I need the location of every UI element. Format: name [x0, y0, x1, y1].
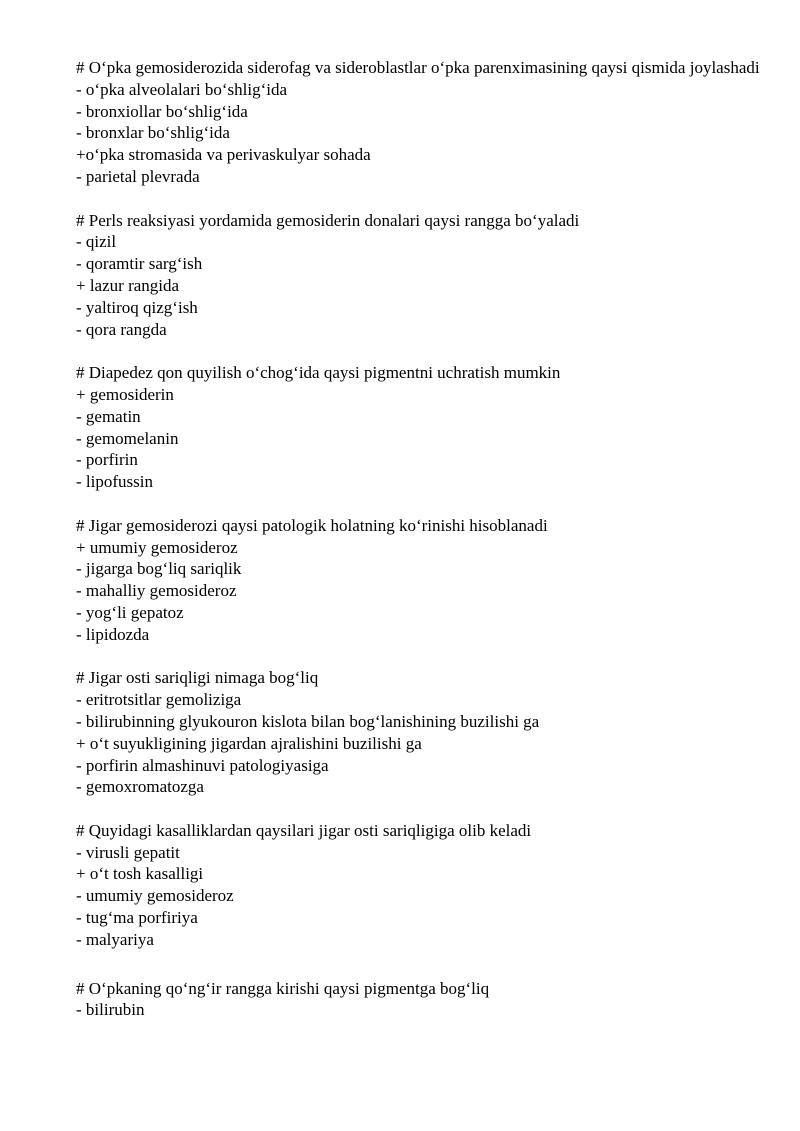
question-text: # Diapedez qon quyilish o‘chog‘ida qaysi pigmentni uchratish mumkin: [76, 363, 561, 383]
answer-option-correct: + umumiy gemosideroz: [76, 537, 238, 557]
answer-option: - parietal plevrada: [76, 166, 200, 186]
blank-line: [76, 951, 766, 978]
question-text: # Perls reaksiyasi yordamida gemosiderin donalari qaysi rangga bo‘yaladi: [76, 210, 580, 230]
question-text: # O‘pka gemosiderozida siderofag va sideroblastlar o‘pka parenximasining qaysi qismida joylashadi: [76, 58, 760, 77]
answer-option: - gemomelanin: [76, 428, 179, 448]
answer-option: - bilirubinning glyukouron kislota bilan bog‘lanishining buzilishi ga: [76, 711, 540, 731]
answer-option: - tug‘ma porfiriya: [76, 908, 198, 928]
answer-option: - qoramtir sarg‘ish: [76, 254, 203, 274]
question-text: # Jigar osti sariqligi nimaga bog‘liq: [76, 668, 319, 688]
answer-option: - qizil: [76, 232, 117, 252]
answer-option-correct: + o‘t tosh kasalligi: [76, 864, 204, 884]
question-block-6: [76, 820, 766, 951]
answer-option: - porfirin almashinuvi patologiyasiga: [76, 755, 329, 775]
question-text: # O‘pkaning qo‘ng‘ir rangga kirishi qaysi pigmentga bog‘liq: [76, 978, 490, 998]
blank-line: [76, 646, 766, 668]
answer-option: - mahalliy gemosideroz: [76, 581, 237, 601]
answer-option-correct: + o‘t suyukligining jigardan ajralishini buzilishi ga: [76, 733, 422, 753]
answer-option: - malyariya: [76, 929, 154, 949]
answer-option: - qora rangda: [76, 319, 167, 339]
answer-option: - o‘pka alveolalari bo‘shlig‘ida: [76, 79, 288, 99]
question-block-5: [76, 667, 766, 798]
answer-option-correct: + lazur rangida: [76, 275, 180, 295]
answer-option: - gematin: [76, 406, 141, 426]
answer-option: - umumiy gemosideroz: [76, 886, 234, 906]
blank-line: [76, 340, 766, 362]
document-page: [76, 57, 766, 1021]
blank-line: [76, 493, 766, 515]
answer-option: - jigarga bog‘liq sariqlik: [76, 559, 242, 579]
answer-option: - virusli gepatit: [76, 842, 180, 862]
answer-option: - bronxlar bo‘shlig‘ida: [76, 123, 230, 143]
answer-option: - porfirin: [76, 450, 138, 470]
answer-option: - yaltiroq qizg‘ish: [76, 297, 198, 317]
answer-option-correct: + gemosiderin: [76, 384, 174, 404]
answer-option-correct: +o‘pka stromasida va perivaskulyar sohada: [76, 145, 371, 165]
answer-option: - eritrotsitlar gemoliziga: [76, 690, 242, 710]
question-block-2: [76, 210, 766, 341]
question-text: # Quyidagi kasalliklardan qaysilari jigar osti sariqligiga olib keladi: [76, 820, 532, 840]
answer-option: - lipofussin: [76, 472, 153, 492]
answer-option: - yog‘li gepatoz: [76, 602, 184, 622]
question-block-7: [76, 978, 766, 1022]
question-block-1: [76, 57, 766, 188]
blank-line: [76, 188, 766, 210]
question-text: # Jigar gemosiderozi qaysi patologik holatning ko‘rinishi hisoblanadi: [76, 515, 548, 535]
question-block-3: [76, 362, 766, 493]
question-block-4: [76, 515, 766, 646]
answer-option: - bilirubin: [76, 1000, 145, 1020]
answer-option: - lipidozda: [76, 624, 150, 644]
blank-line: [76, 798, 766, 820]
answer-option: - gemoxromatozga: [76, 777, 204, 797]
answer-option: - bronxiollar bo‘shlig‘ida: [76, 101, 248, 121]
